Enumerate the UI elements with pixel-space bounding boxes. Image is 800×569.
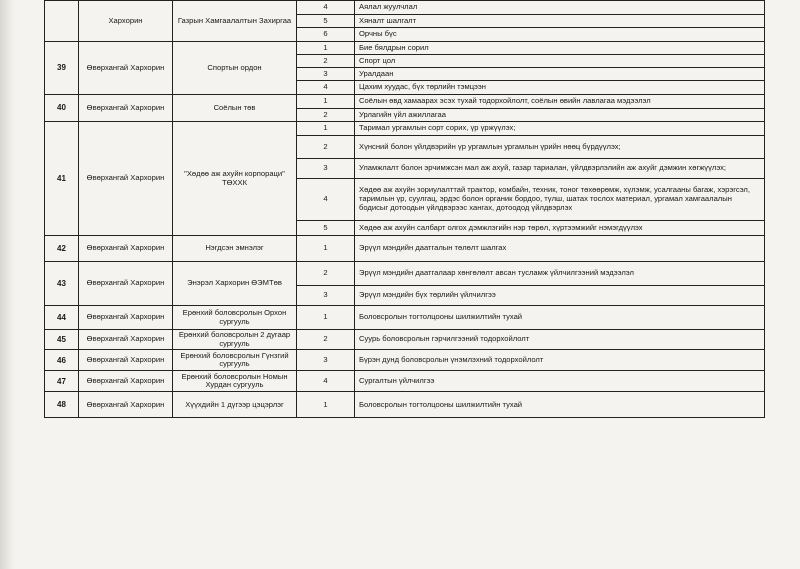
service-number: 2: [297, 109, 355, 122]
service-description: Соёлын өвд хамаарах эсэх тухай тодорхойлолт, соёлын өвийн лавлагаа мэдээлэл: [355, 95, 765, 109]
table-row: [45, 122, 765, 136]
location-cell: Өвөрхангай Хархорин: [79, 122, 173, 236]
service-number: 2: [297, 330, 355, 350]
service-description: Боловсролын тогтолцооны шилжилтийн тухай: [355, 392, 765, 418]
service-number: 5: [297, 221, 355, 236]
location-cell: Өвөрхангай Хархорин: [79, 95, 173, 122]
organization-cell: Ерөнхий боловсролын Гүнзгий сургууль: [173, 350, 297, 371]
service-description: Эрүүл мэндийн даатгалын төлөлт шалгах: [355, 236, 765, 262]
row-number: 39: [45, 42, 79, 95]
service-number: 4: [297, 81, 355, 95]
service-description: Урлагийн үйл ажиллагаа: [355, 109, 765, 122]
service-description: Аялал жуулчлал: [355, 1, 765, 15]
scan-edge-shadow: [0, 0, 14, 569]
table-row: [45, 262, 765, 286]
service-number: 4: [297, 1, 355, 15]
service-number: 1: [297, 95, 355, 109]
location-cell: Өвөрхангай Хархорин: [79, 392, 173, 418]
row-number: 48: [45, 392, 79, 418]
service-number: 2: [297, 136, 355, 159]
service-number: 1: [297, 306, 355, 330]
location-cell: Өвөрхангай Хархорин: [79, 306, 173, 330]
service-description: Цахим хуудас, бүх төрлийн тэмцээн: [355, 81, 765, 95]
service-description: Бие бялдрын сорил: [355, 42, 765, 55]
service-description: Хүнсний болон үйлдвэрийн үр ургамлын ургамлын үрийн нөөц бүрдүүлэх;: [355, 136, 765, 159]
location-cell: Өвөрхангай Хархорин: [79, 42, 173, 95]
organization-cell: Ерөнхий боловсролын Номын Хурдан сургууль: [173, 371, 297, 392]
service-number: 1: [297, 42, 355, 55]
organization-cell: Соёлын төв: [173, 95, 297, 122]
service-number: 3: [297, 350, 355, 371]
service-description: Сургалтын үйлчилгээ: [355, 371, 765, 392]
location-cell: Өвөрхангай Хархорин: [79, 330, 173, 350]
row-number: [45, 1, 79, 42]
table-row: [45, 95, 765, 109]
service-number: 1: [297, 122, 355, 136]
services-table-body: [45, 1, 765, 418]
location-cell: Өвөрхангай Хархорин: [79, 371, 173, 392]
organization-cell: Нэгдсэн эмнэлэг: [173, 236, 297, 262]
organization-cell: Ерөнхий боловсролын 2 дугаар сургууль: [173, 330, 297, 350]
location-cell: Өвөрхангай Хархорин: [79, 236, 173, 262]
table-row: [45, 330, 765, 350]
service-description: Орчны бүс: [355, 28, 765, 42]
service-number: 2: [297, 262, 355, 286]
service-number: 1: [297, 392, 355, 418]
service-description: Таримал ургамлын сорт сорих, үр үржүүлэх;: [355, 122, 765, 136]
service-description: Уламжлалт болон эрчимжсэн мал аж ахуй, газар тариалан, үйлдвэрлэлийн аж ахуйг дэмжин хөгжүүлэх;: [355, 159, 765, 179]
service-number: 4: [297, 179, 355, 221]
row-number: 41: [45, 122, 79, 236]
service-description: Уралдаан: [355, 68, 765, 81]
row-number: 42: [45, 236, 79, 262]
organization-cell: Ерөнхий боловсролын Орхон сургууль: [173, 306, 297, 330]
table-row: [45, 42, 765, 55]
table-row: [45, 236, 765, 262]
service-description: Боловсролын тогтолцооны шилжилтийн тухай: [355, 306, 765, 330]
location-cell: Өвөрхангай Хархорин: [79, 262, 173, 306]
service-description: Суурь боловсролын гэрчилгээний тодорхойлолт: [355, 330, 765, 350]
service-number: 3: [297, 286, 355, 306]
table-row: [45, 1, 765, 15]
location-cell: Өвөрхангай Хархорин: [79, 350, 173, 371]
location-cell: Хархорин: [79, 1, 173, 42]
organization-cell: Газрын Хамгаалалтын Захиргаа: [173, 1, 297, 42]
row-number: 44: [45, 306, 79, 330]
service-description: Бүрэн дунд боловсролын үнэмлэхний тодорхойлолт: [355, 350, 765, 371]
row-number: 40: [45, 95, 79, 122]
service-number: 3: [297, 68, 355, 81]
service-number: 5: [297, 15, 355, 28]
service-number: 1: [297, 236, 355, 262]
row-number: 46: [45, 350, 79, 371]
service-description: Спорт цол: [355, 55, 765, 68]
row-number: 47: [45, 371, 79, 392]
service-description: Хөдөө аж ахуйн салбарт олгох дэмжлэгийн нэр төрөл, хүртээмжийг нэмэгдүүлэх: [355, 221, 765, 236]
organization-cell: Спортын ордон: [173, 42, 297, 95]
service-number: 6: [297, 28, 355, 42]
organization-cell: "Хөдөө аж ахуйн корпораци" ТӨХХК: [173, 122, 297, 236]
service-number: 4: [297, 371, 355, 392]
row-number: 45: [45, 330, 79, 350]
service-number: 3: [297, 159, 355, 179]
table-row: [45, 392, 765, 418]
service-description: Хөдөө аж ахуйн зориулалттай трактор, комбайн, техник, тоног төхөөрөмж, хүлэмж, усалгааны багаж, хэрэгсэл, таримлын үр, суулгац, эрдэс болон органик бордоо, түлш, шатах тослох материал, ургамал хамгаалалын бодисыг дотоодын үйлдвэрээс хангах, дотоодод үйлдвэрлэх: [355, 179, 765, 221]
service-description: Хяналт шалгалт: [355, 15, 765, 28]
table-row: [45, 371, 765, 392]
service-number: 2: [297, 55, 355, 68]
service-description: Эрүүл мэндийн даатгалаар хөнгөлөлт авсан тусламж үйлчилгээний мэдээлэл: [355, 262, 765, 286]
organization-cell: Хүүхдийн 1 дүгээр цэцэрлэг: [173, 392, 297, 418]
table-row: [45, 350, 765, 371]
service-description: Эрүүл мэндийн бүх төрлийн үйлчилгээ: [355, 286, 765, 306]
organization-cell: Энэрэл Хархорин ӨЭМТөв: [173, 262, 297, 306]
row-number: 43: [45, 262, 79, 306]
table-row: [45, 306, 765, 330]
services-table: [44, 0, 765, 418]
